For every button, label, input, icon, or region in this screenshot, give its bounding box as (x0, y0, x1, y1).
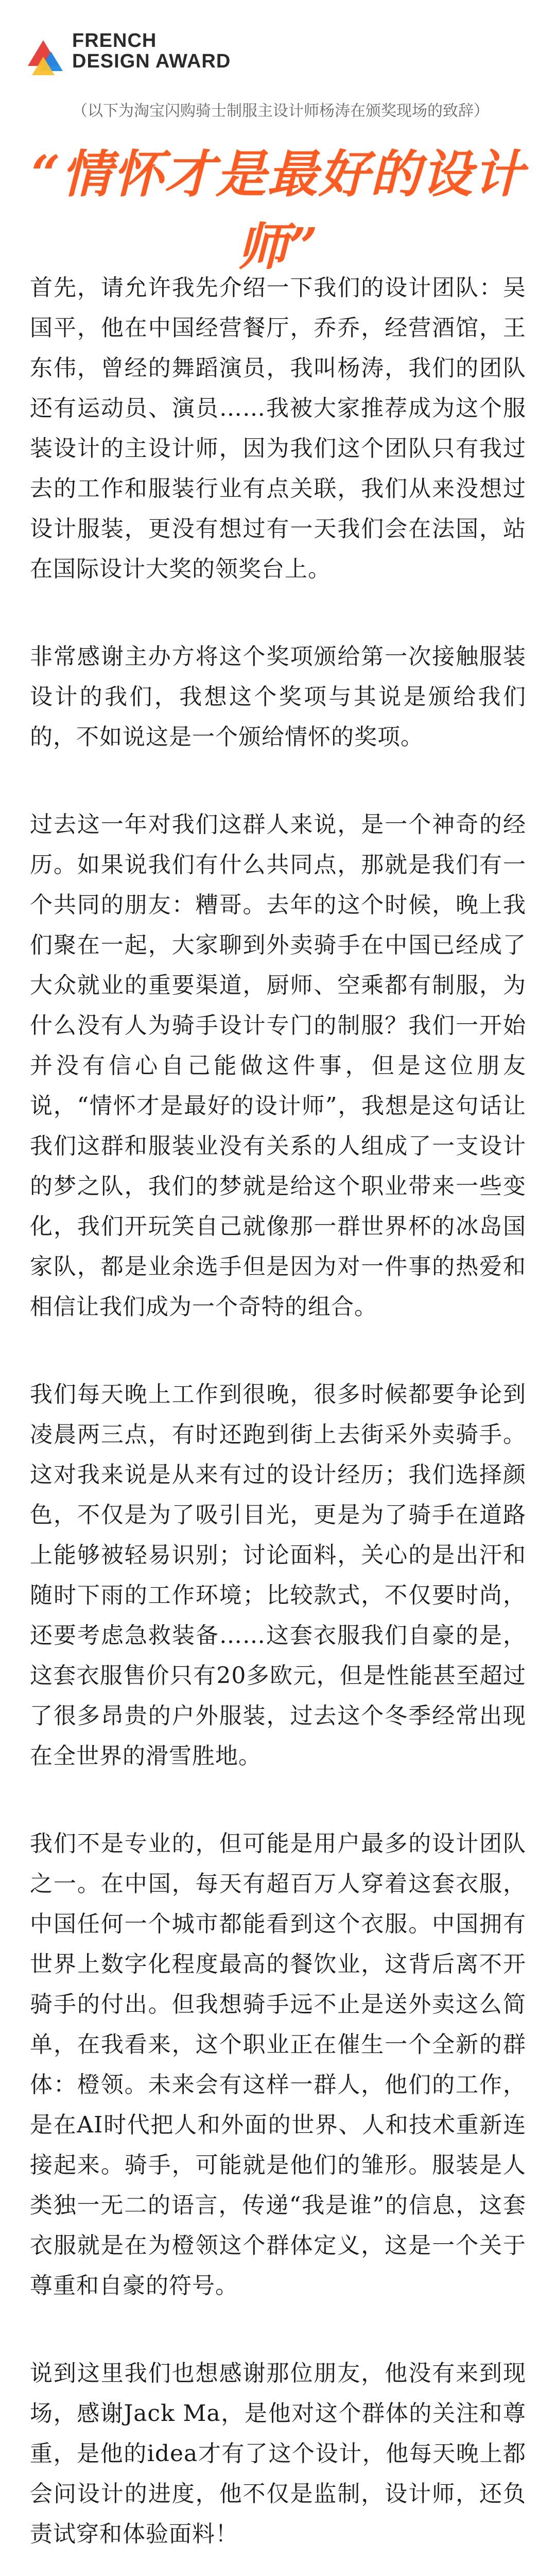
brand-line-1: FRENCH (72, 30, 157, 52)
paragraph-3: 过去这一年对我们这群人来说，是一个神奇的经历。如果说我们有什么共同点，那就是我们有一个共同的朋友：糟哥。去年的这个时候，晚上我们聚在一起，大家聊到外卖骑手在中国已经成了大众就业的重要渠道，厨师、空乘都有制服，为什么没有人为骑手设计专门的制服？我们一开始并没有信心自己能做这件事，但是这位朋友说，“情怀才是最好的设计师”，我想是这句话让我们这群和服装业没有关系的人组成了一支设计的梦之队，我们的梦就是给这个职业带来一些变化，我们开玩笑自己就像那一群世界杯的冰岛国家队，都是业余选手但是因为对一件事的热爱和相信让我们成为一个奇特的组合。 (30, 811, 526, 1320)
brand-wordmark (72, 31, 231, 72)
brand-line-2: DESIGN AWARD (72, 50, 231, 72)
paragraph-2: 非常感谢主办方将这个奖项颁给第一次接触服装设计的我们，我想这个奖项与其说是颁给我们的，不如说这是一个颁给情怀的奖项。 (30, 643, 526, 750)
header (0, 0, 556, 134)
speech-content (30, 268, 526, 2576)
paragraph-6: 说到这里我们也想感谢那位朋友，他没有来到现场，感谢Jack Ma，是他对这个群体的关注和尊重，是他的idea才有了这个设计，他每天晚上都会问设计的进度，他不仅是监制，设计师，还负责试穿和体验面料！ (30, 2360, 526, 2547)
speech-title: “情怀才是最好的设计师” (31, 145, 525, 277)
french-design-award-logo-icon (23, 30, 69, 87)
speech-intro-note: （以下为淘宝闪购骑士制服主设计师杨涛在颁奖现场的致辞） (72, 103, 489, 120)
paragraph-1: 首先，请允许我先介绍一下我们的设计团队：吴国平，他在中国经营餐厅，乔乔，经营酒馆，王东伟，曾经的舞蹈演员，我叫杨涛，我们的团队还有运动员、演员……我被大家推荐成为这个服装设计的主设计师，因为我们这个团队只有我过去的工作和服装行业有点关联，我们从来没想过设计服装，更没有想过有一天我们会在法国，站在国际设计大奖的领奖台上。 (30, 275, 526, 582)
paragraph-4: 我们每天晚上工作到很晚，很多时候都要争论到凌晨两三点，有时还跑到街上去街采外卖骑手。这对我来说是从来有过的设计经历；我们选择颜色，不仅是为了吸引目光，更是为了骑手在道路上能够被轻易识别；讨论面料，关心的是出汗和随时下雨的工作环境；比较款式，不仅要时尚，还要考虑急救装备……这套衣服我们自豪的是，这套衣服售价只有20多欧元，但是性能甚至超过了很多昂贵的户外服装，过去这个冬季经常出现在全世界的滑雪胜地。 (30, 1381, 526, 1769)
paragraph-5: 我们不是专业的，但可能是用户最多的设计团队之一。在中国，每天有超百万人穿着这套衣服，中国任何一个城市都能看到这个衣服。中国拥有世界上数字化程度最高的餐饮业，这背后离不开骑手的付出。但我想骑手远不止是送外卖这么简单，在我看来，这个职业正在催生一个全新的群体：橙领。未来会有这样一群人，他们的工作，是在AI时代把人和外面的世界、人和技术重新连接起来。骑手，可能就是他们的雏形。服装是人类独一无二的语言，传递“我是谁”的信息，这套衣服就是在为橙领这个群体定义，这是一个关于尊重和自豪的符号。 (30, 1831, 526, 2299)
